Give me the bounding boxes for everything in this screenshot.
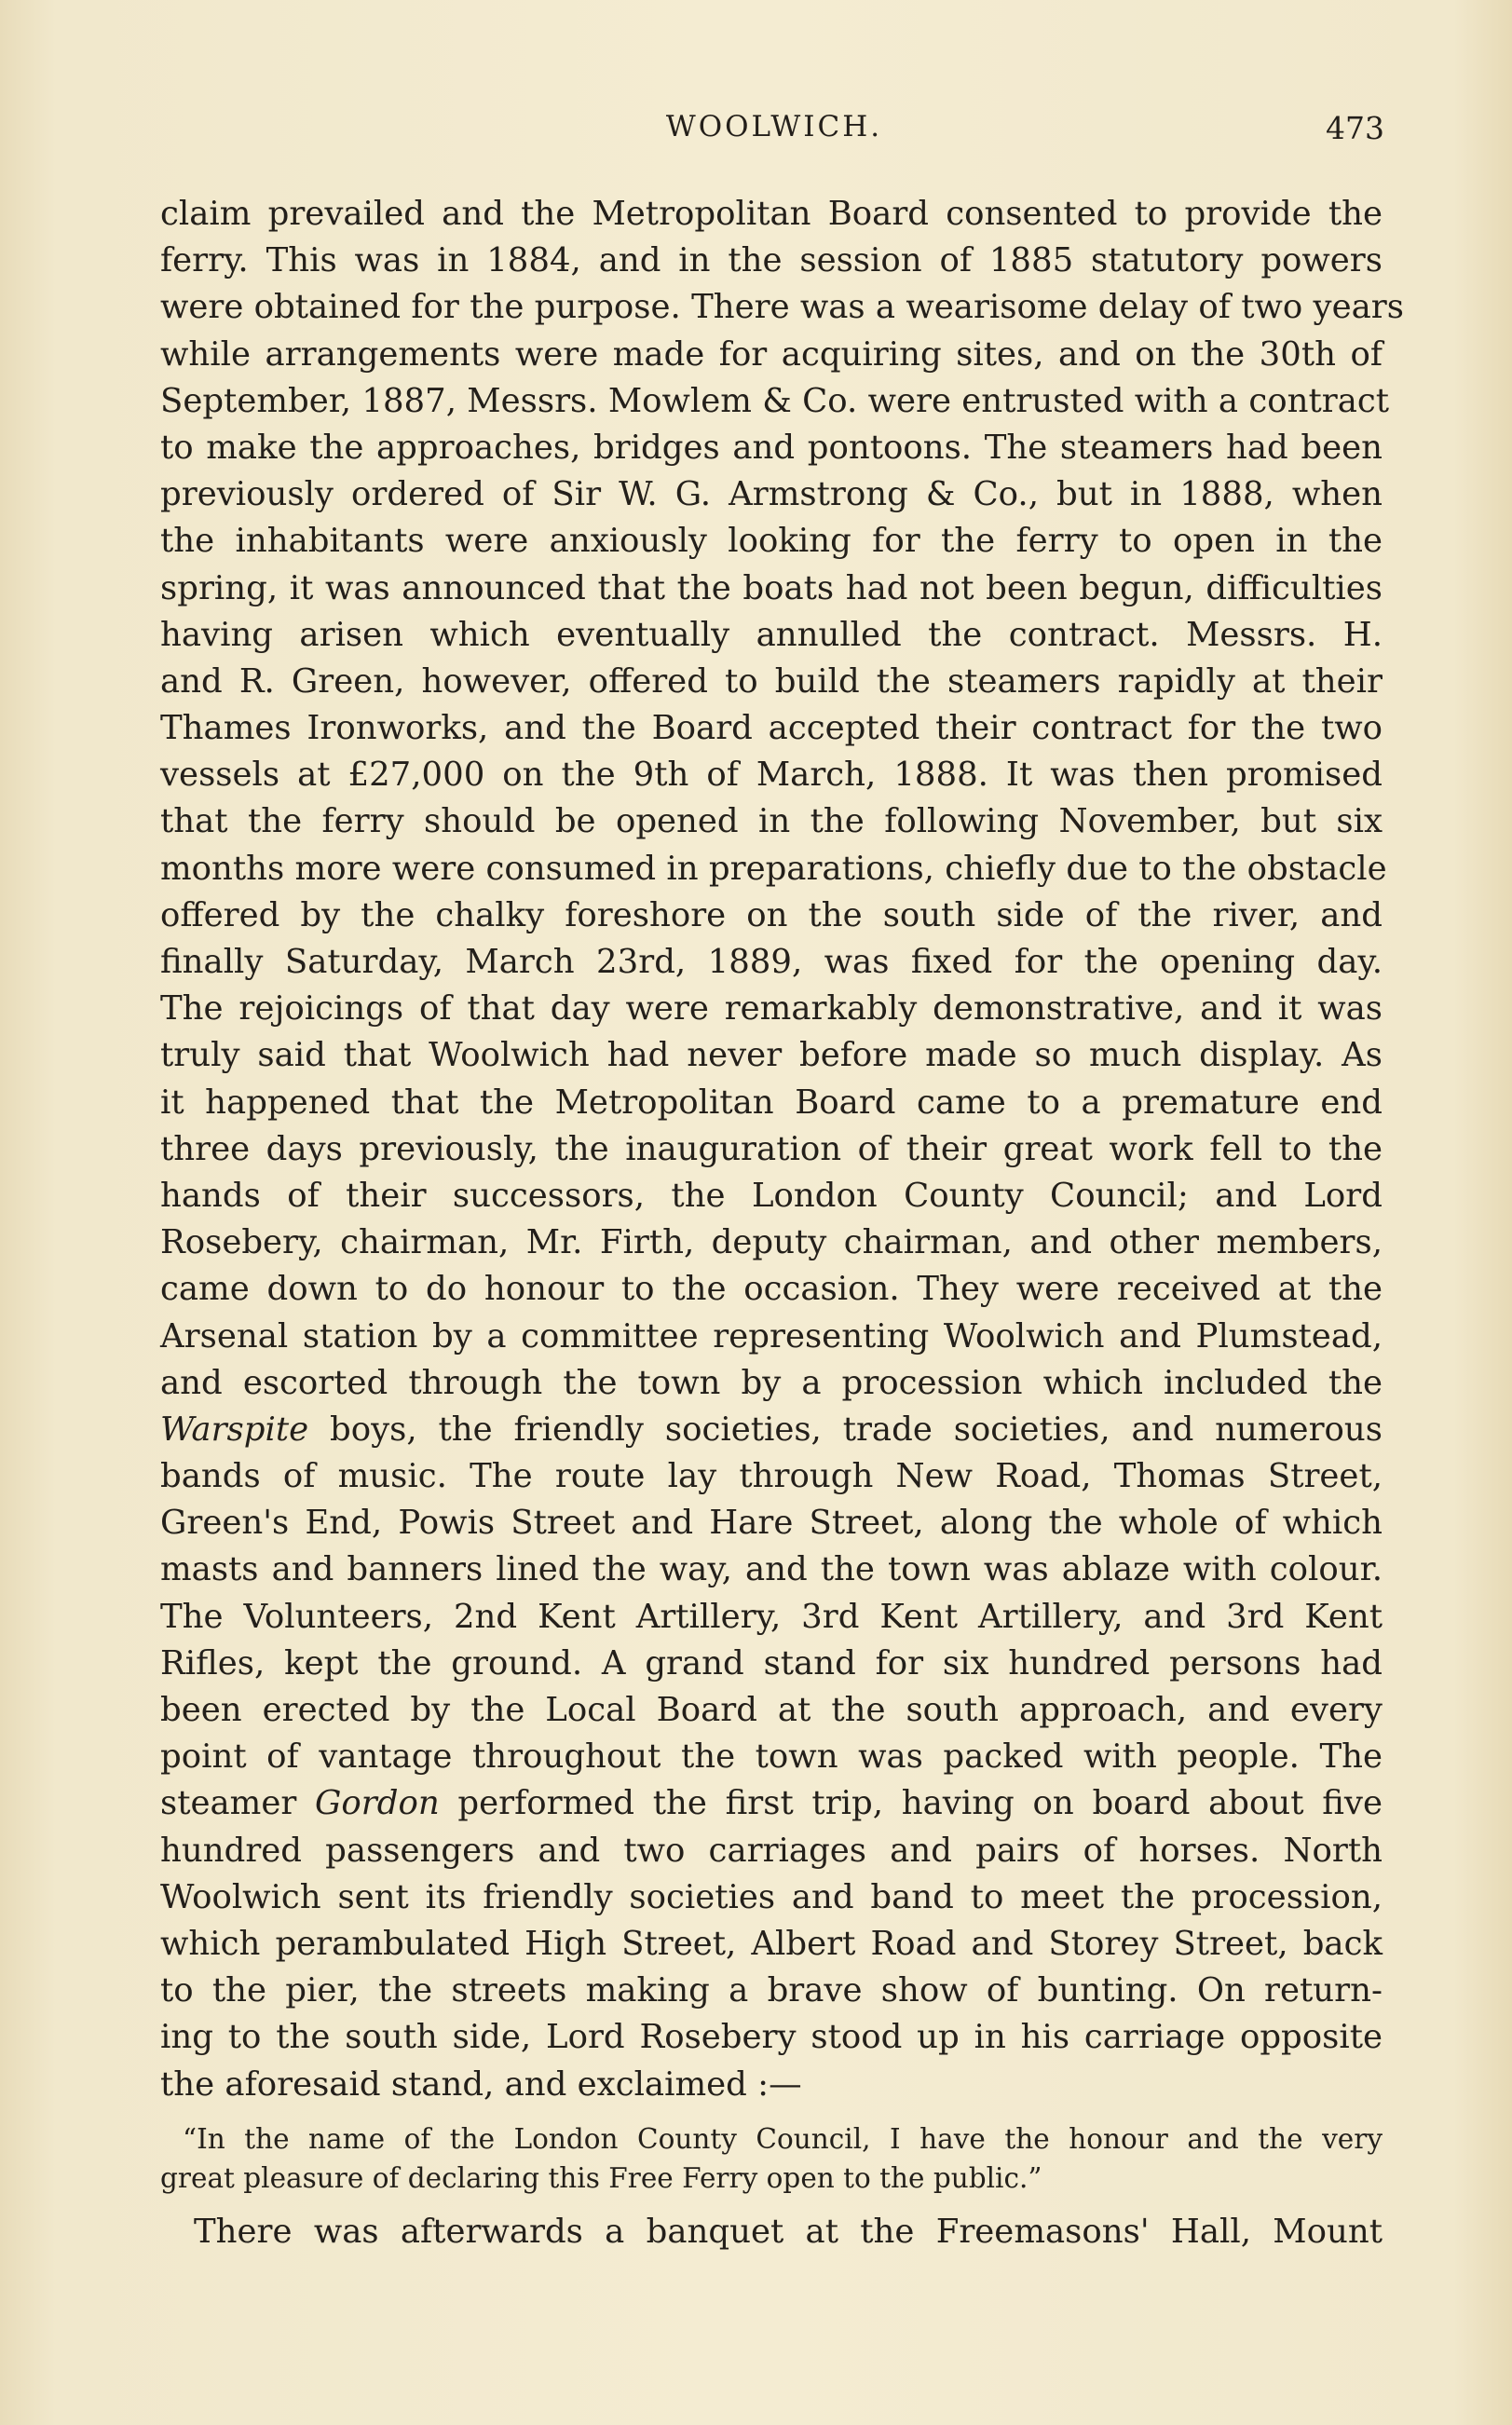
text-line: masts and banners lined the way, and the town was ablaze with colour. [160, 1550, 1383, 1589]
text-line: finally Saturday, March 23rd, 1889, was fixed for the opening day. [160, 943, 1383, 981]
paragraph-part-b [160, 1453, 1383, 1780]
text-line: ing to the south side, Lord Rosebery stood up in his carriage opposite [160, 2018, 1383, 2057]
text-line: the aforesaid stand, and exclaimed :— [160, 2064, 802, 2104]
text-line: the inhabitants were anxiously looking for the ferry to open in the [160, 522, 1383, 561]
text-line: previously ordered of Sir W. G. Armstrong & Co., but in 1888, when [160, 475, 1383, 514]
text-line: Green's End, Powis Street and Hare Street, along the whole of which [160, 1504, 1383, 1543]
block-quote [160, 2119, 1383, 2198]
text-line: Arsenal station by a committee representing Woolwich and Plumstead, [160, 1316, 1383, 1356]
text-line-gordon-pre: steamer [160, 1784, 316, 1823]
text-line: and R. Green, however, offered to build the steamers rapidly at their [160, 661, 1383, 701]
text-line: hundred passengers and two carriages and pairs of horses. North [160, 1831, 1383, 1870]
text-line: The rejoicings of that day were remarkably demonstrative, and it was [160, 989, 1383, 1029]
text-line: hands of their successors, the London County Council; and Lord [160, 1176, 1383, 1215]
text-line: offered by the chalky foreshore on the south side of the river, and [160, 895, 1383, 934]
text-line: months more were consumed in preparations, chiefly due to the obstacle [160, 849, 1387, 888]
quote-line-1: “In the name of the London County Council, I have the honour and the very [183, 2122, 1383, 2155]
final-line: There was afterwards a banquet at the Freemasons' Hall, Mount [194, 2212, 1383, 2251]
text-line: Rifles, kept the ground. A grand stand for six hundred persons had [160, 1643, 1383, 1683]
text-line: Woolwich sent its friendly societies and band to meet the procession, [160, 1877, 1383, 1916]
text-line: September, 1887, Messrs. Mowlem & Co. were entrusted with a contract [160, 381, 1390, 420]
page-header [164, 110, 1384, 166]
text-line: that the ferry should be opened in the following November, but six [160, 802, 1383, 841]
text-line: came down to do honour to the occasion. They were received at the [160, 1270, 1383, 1309]
text-line: truly said that Woolwich had never before made so much display. As [160, 1036, 1383, 1075]
text-line: it happened that the Metropolitan Board came to a premature end [160, 1083, 1383, 1122]
text-line: point of vantage throughout the town was packed with people. The [160, 1737, 1383, 1777]
text-line-gordon-rest: performed the first trip, having on board about five [439, 1784, 1383, 1823]
ship-name-warspite: Warspite [160, 1410, 309, 1449]
paragraph-part-a [160, 191, 1404, 1407]
quote-line-2: great pleasure of declaring this Free Ferry open to the public.” [160, 2161, 1042, 2194]
text-line: Rosebery, chairman, Mr. Firth, deputy chairman, and other members, [160, 1223, 1383, 1262]
text-line: ferry. This was in 1884, and in the session of 1885 statutory powers [160, 241, 1383, 280]
text-line: The Volunteers, 2nd Kent Artillery, 3rd Kent Artillery, and 3rd Kent [160, 1597, 1383, 1636]
text-line: claim prevailed and the Metropolitan Board consented to provide the [160, 195, 1383, 233]
text-line: three days previously, the inauguration of their great work fell to the [160, 1129, 1383, 1168]
body-text [160, 191, 1404, 2255]
text-line: and escorted through the town by a procession which included the [160, 1363, 1383, 1402]
text-line: Thames Ironworks, and the Board accepted their contract for the two [160, 709, 1383, 748]
text-line: bands of music. The route lay through New Road, Thomas Street, [160, 1457, 1383, 1496]
text-line-warspite [160, 1407, 1383, 1453]
page-number: 473 [1326, 110, 1384, 146]
text-line: while arrangements were made for acquiring sites, and on the 30th of [160, 334, 1383, 374]
text-line: having arisen which eventually annulled the contract. Messrs. H. [160, 615, 1383, 654]
text-line-gordon [160, 1780, 1383, 1827]
final-paragraph [160, 2209, 1383, 2255]
text-line: been erected by the Local Board at the south approach, and every [160, 1691, 1383, 1729]
ship-name-gordon: Gordon [315, 1784, 440, 1823]
text-line: to the pier, the streets making a brave show of bunting. On return- [160, 1971, 1383, 2010]
text-line: vessels at £27,000 on the 9th of March, 1888. It was then promised [160, 756, 1383, 795]
text-line-warspite-rest: boys, the friendly societies, trade societies, and numerous [308, 1410, 1383, 1449]
text-line: spring, it was announced that the boats had not been begun, difficulties [160, 568, 1383, 607]
running-head: WOOLWICH. [665, 110, 883, 143]
text-line: to make the approaches, bridges and pontoons. The steamers had been [160, 428, 1383, 467]
text-line: which perambulated High Street, Albert Road and Storey Street, back [160, 1924, 1383, 1963]
paragraph-part-c [160, 1828, 1383, 2108]
text-line: were obtained for the purpose. There was a wearisome delay of two years [160, 288, 1404, 327]
